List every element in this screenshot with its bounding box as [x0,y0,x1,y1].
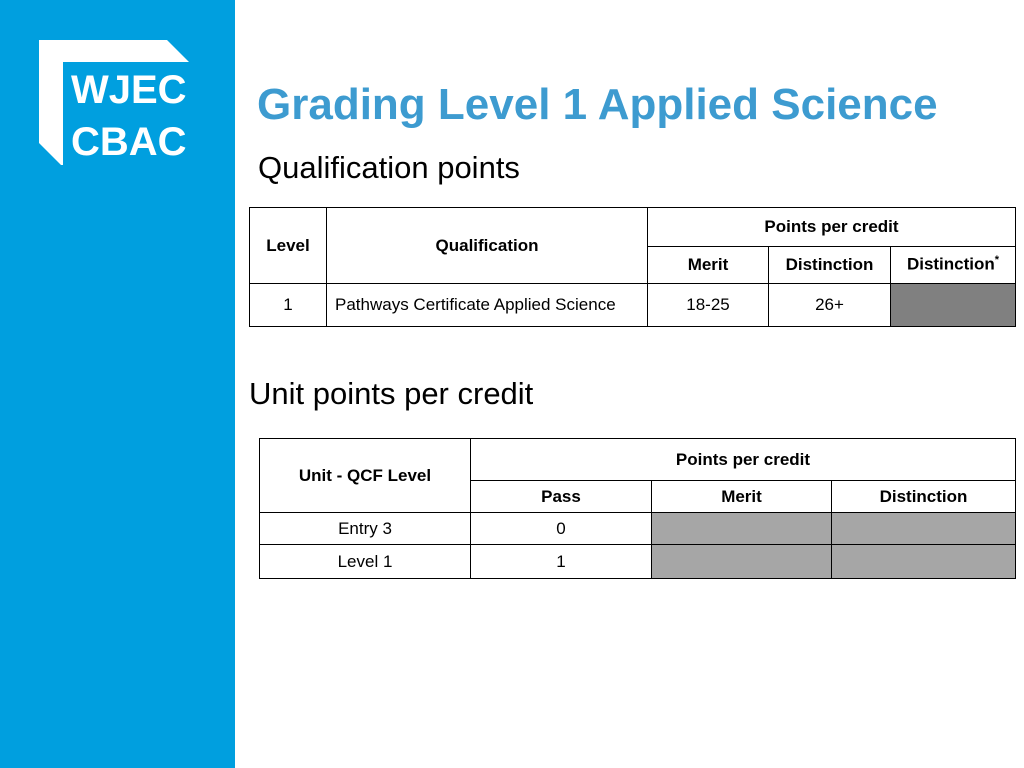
cell-distinction: 26+ [769,284,891,327]
header-pass: Pass [471,481,652,513]
cell-distinction [832,513,1016,545]
header-distinction: Distinction [769,246,891,284]
sidebar [0,0,235,768]
logo-line1: WJEC [71,68,187,112]
logo-line2: CBAC [71,120,187,164]
cell-qualification: Pathways Certificate Applied Science [327,284,648,327]
qualification-points-heading: Qualification points [258,150,520,185]
cell-unit-level: Entry 3 [260,513,471,545]
cell-pass: 0 [471,513,652,545]
header-points-per-credit: Points per credit [648,208,1016,247]
table-row [260,545,1016,579]
header-unit-level: Unit - QCF Level [260,439,471,513]
header-points-per-credit: Points per credit [471,439,1016,481]
unit-points-heading: Unit points per credit [249,376,534,411]
header-distinction-star-label: Distinction [906,255,995,275]
page-title: Grading Level 1 Applied Science [257,80,938,129]
header-distinction-star [891,246,1016,284]
header-merit: Merit [648,246,769,284]
cell-pass: 1 [471,545,652,579]
header-qualification: Qualification [327,208,648,284]
table-row [260,513,1016,545]
unit-points-table [259,438,1016,579]
header-merit: Merit [652,481,832,513]
table-row [250,284,1016,327]
cell-merit [652,513,832,545]
cell-distinction-star [891,284,1016,327]
cell-unit-level: Level 1 [260,545,471,579]
header-distinction: Distinction [832,481,1016,513]
cell-merit: 18-25 [648,284,769,327]
star-mark: * [994,254,1000,267]
cell-distinction [832,545,1016,579]
cell-merit [652,545,832,579]
wjec-cbac-logo [39,40,191,165]
cell-level: 1 [250,284,327,327]
qualification-points-table [249,207,1016,327]
header-level: Level [250,208,327,284]
